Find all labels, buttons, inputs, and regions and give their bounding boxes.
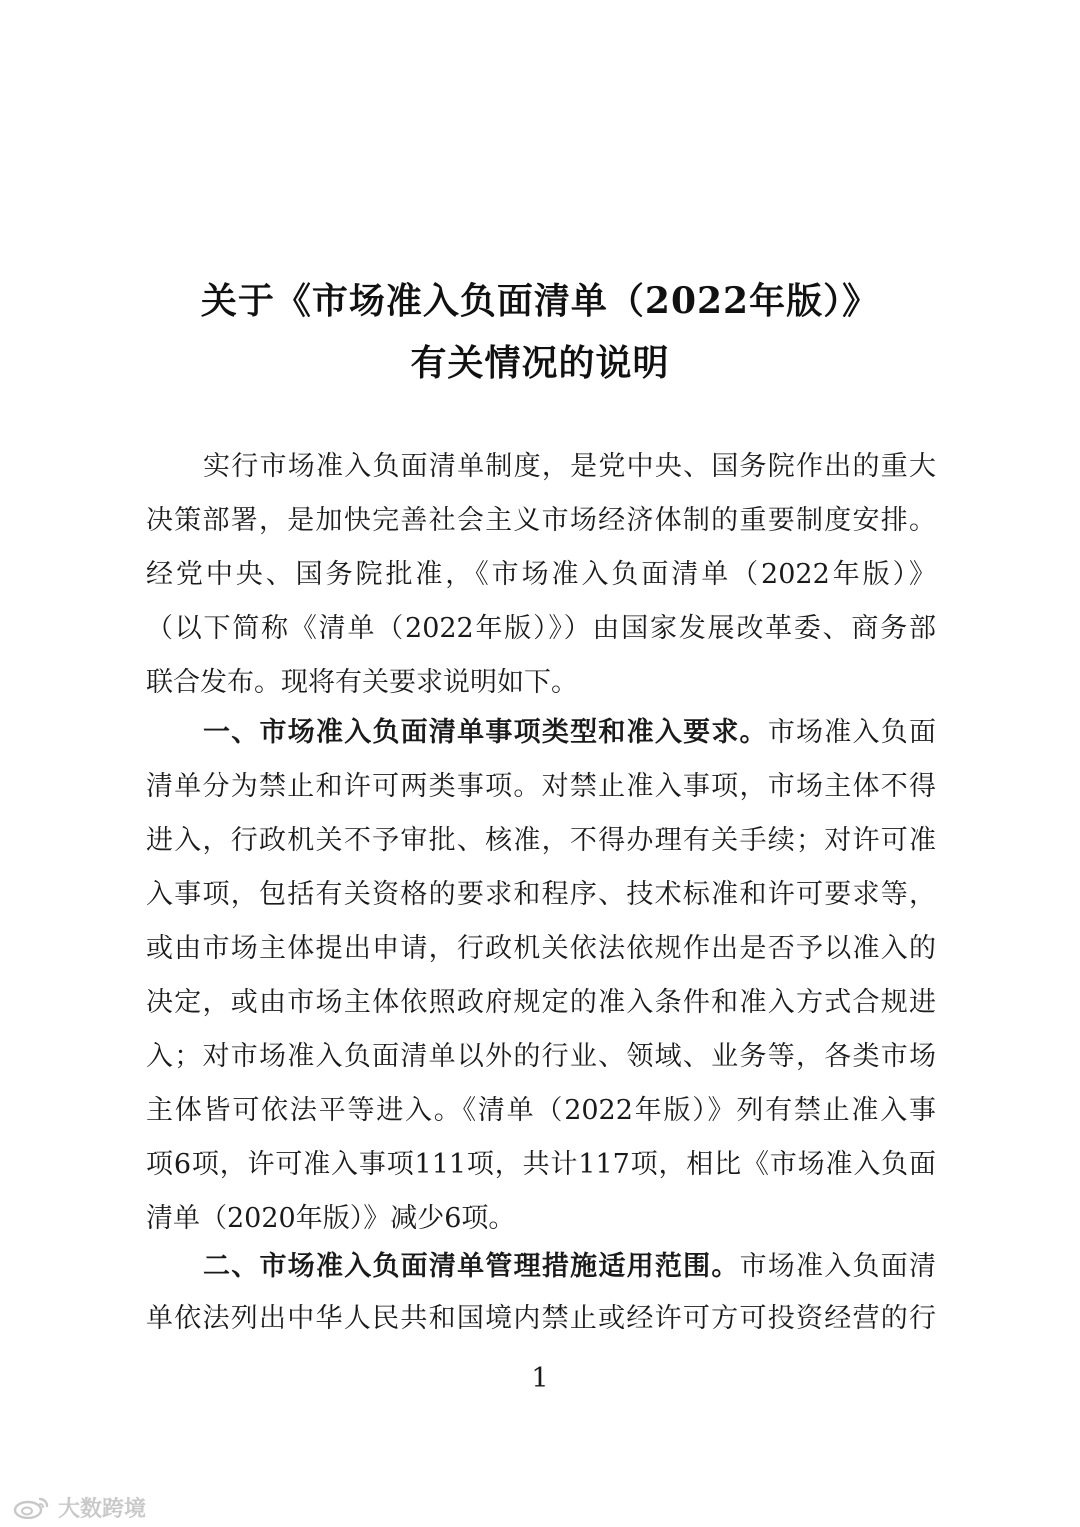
section-1-line: 入；对市场准入负面清单以外的行业、领域、业务等，各类市场 [146,1041,936,1072]
intro-line-1: 实行市场准入负面清单制度，是党中央、国务院作出的重大 [203,451,936,482]
section-1-line: 清单（2020年版）》减少6项。 [146,1203,516,1234]
section-1-first-line-text: 市场准入负面 [767,717,937,748]
watermark [12,1492,146,1522]
section-1-line: 清单分为禁止和许可两类事项。对禁止准入事项，市场主体不得 [146,771,936,802]
section-2-line: 单依法列出中华人民共和国境内禁止或经许可方可投资经营的行 [146,1303,936,1334]
document-title-line-2: 有关情况的说明 [410,342,670,384]
watermark-text: 大数跨境 [58,1496,147,1522]
intro-line-4: （以下简称《清单（2022年版）》）由国家发展改革委、商务部 [146,613,936,644]
weibo-logo-icon [12,1495,52,1519]
intro-line-2: 决策部署，是加快完善社会主义市场经济体制的重要制度安排。 [146,505,936,536]
section-2-first-line-text: 市场准入负面清 [739,1251,937,1282]
intro-line-3: 经党中央、国务院批准，《市场准入负面清单（2022年版）》 [146,559,936,590]
section-1-line: 进入，行政机关不予审批、核准，不得办理有关手续；对许可准 [146,825,936,856]
section-2-first-line [203,1252,936,1282]
section-1-line: 或由市场主体提出申请，行政机关依法依规作出是否予以准入的 [146,933,936,964]
page-number: 1 [531,1363,549,1394]
section-1-line: 主体皆可依法平等进入。《清单（2022年版）》列有禁止准入事 [146,1095,936,1126]
section-1-first-line [203,718,936,748]
section-1-heading: 一、市场准入负面清单事项类型和准入要求。 [203,717,768,748]
section-2-heading: 二、市场准入负面清单管理措施适用范围。 [203,1251,740,1282]
intro-line-5: 联合发布。现将有关要求说明如下。 [146,667,578,698]
document-title-line-1: 关于《市场准入负面清单（2022年版）》 [200,280,880,322]
section-1-line: 项6项，许可准入事项111项，共计117项，相比《市场准入负面 [146,1149,936,1180]
section-1-line: 决定，或由市场主体依照政府规定的准入条件和准入方式合规进 [146,987,936,1018]
section-1-line: 入事项，包括有关资格的要求和程序、技术标准和许可要求等， [146,879,936,910]
